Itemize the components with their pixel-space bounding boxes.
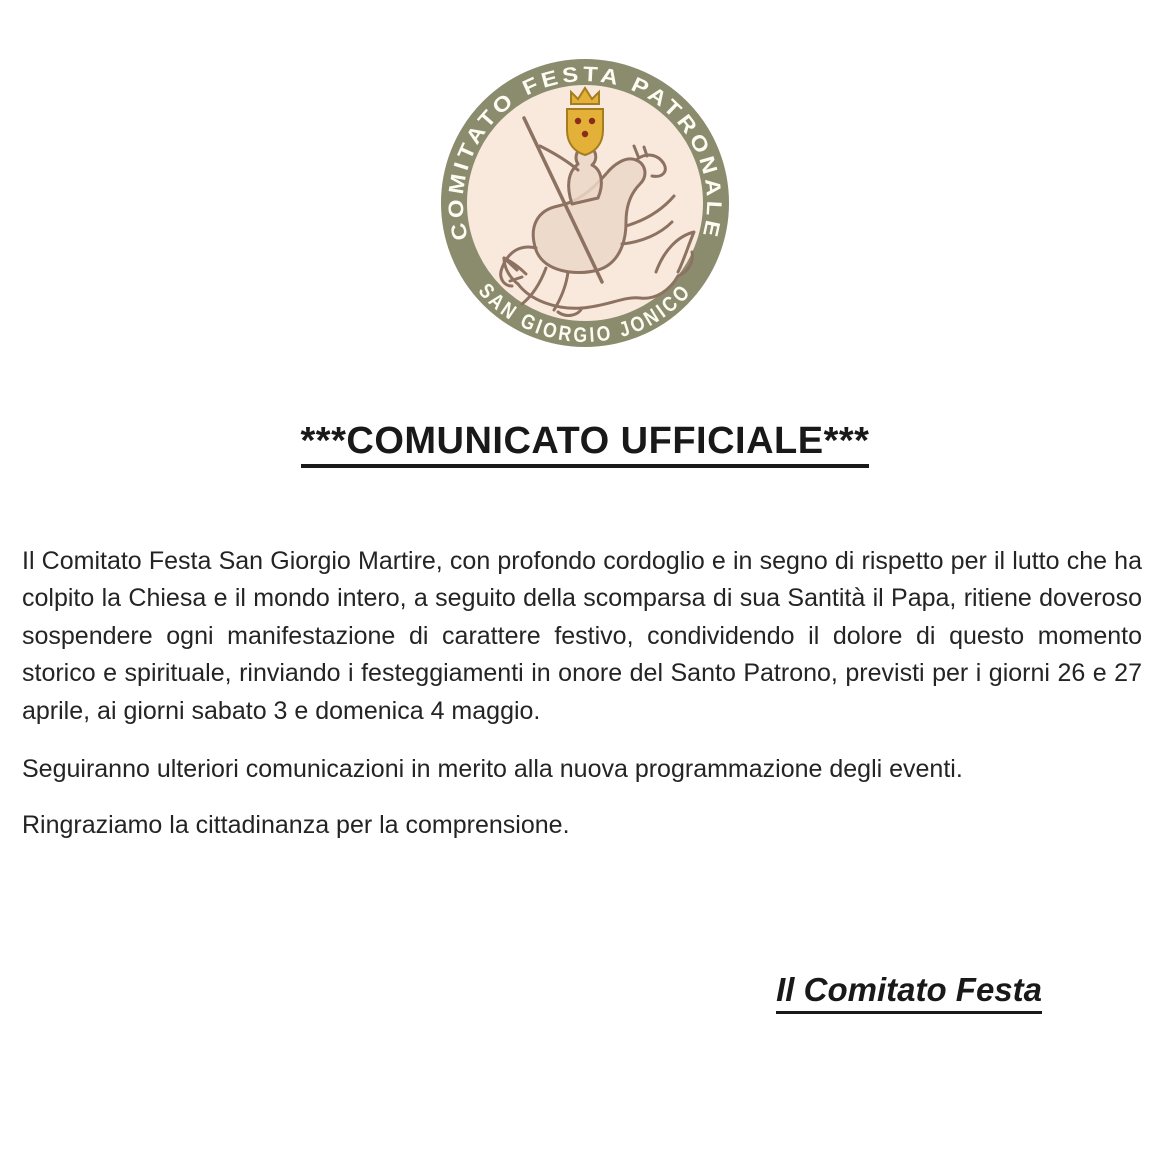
committee-logo xyxy=(0,0,1170,348)
paragraph-thanks: Ringraziamo la cittadinanza per la comprensione. xyxy=(22,811,570,840)
committee-seal-icon xyxy=(440,58,730,348)
page-title-text: ***COMUNICATO UFFICIALE*** xyxy=(301,420,870,468)
crest-icon xyxy=(567,88,603,155)
document-body xyxy=(0,543,1170,845)
paragraph-main: Il Comitato Festa San Giorgio Martire, con profondo cordoglio e in segno di rispetto per il lutto che ha colpito la Chiesa e il mondo intero, a seguito della scomparsa di sua Santità il Papa, ritiene doveroso sospendere ogni manifestazione di carattere festivo, condividendo il dolore di questo momento storico e spirituale, rinviando i festeggiamenti in onore del Santo Patrono, previsti per i giorni 26 e 27 aprile, ai giorni sabato 3 e domenica 4 maggio. xyxy=(22,547,1142,725)
signature-block xyxy=(0,971,1170,1009)
logo-ring-text-bottom: SAN GIORGIO JONICO xyxy=(473,276,699,348)
logo-ring-text-top: COMITATO FESTA PATRONALE xyxy=(444,62,726,243)
signature-text: Il Comitato Festa xyxy=(776,971,1042,1014)
paragraph-followup: Seguiranno ulteriori comunicazioni in merito alla nuova programmazione degli eventi. xyxy=(22,755,963,784)
page-title xyxy=(0,420,1170,463)
